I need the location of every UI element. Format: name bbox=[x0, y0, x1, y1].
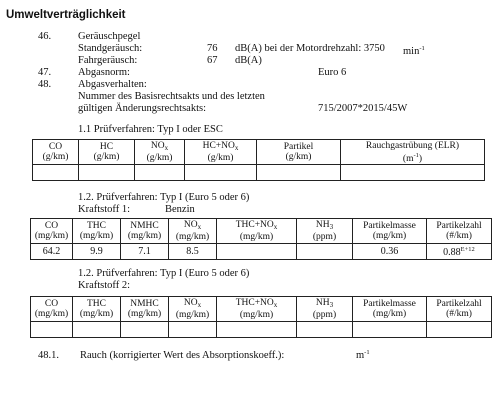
test-1-table bbox=[32, 139, 485, 181]
header-cell: CO (mg/km) bbox=[31, 219, 73, 244]
item-47-number: 47. bbox=[38, 67, 52, 78]
header-cell: Partikelzahl (#/km) bbox=[427, 219, 492, 244]
test-procedure-2-heading: 1.2. Prüfverfahren: Typ I (Euro 5 oder 6) bbox=[78, 192, 250, 203]
table-cell bbox=[217, 322, 297, 338]
table-cell bbox=[297, 322, 353, 338]
exhaust-behaviour-label: Abgasverhalten: bbox=[78, 79, 147, 90]
table-row bbox=[31, 244, 492, 260]
test-procedure-1-heading: 1.1 Prüfverfahren: Typ I oder ESC bbox=[78, 124, 223, 135]
table-header-row bbox=[33, 140, 485, 165]
legal-act-line-2: gültigen Änderungsrechtsakts: bbox=[78, 103, 207, 114]
table-cell bbox=[185, 165, 257, 181]
stand-noise-label: Standgeräusch: bbox=[78, 43, 143, 54]
test-2-table bbox=[30, 218, 492, 260]
nmhc-value-cell: 7.1 bbox=[121, 244, 169, 260]
header-cell: Partikelmasse (mg/km) bbox=[353, 297, 427, 322]
table-cell bbox=[427, 322, 492, 338]
co-value-cell: 64.2 bbox=[31, 244, 73, 260]
table-header-row bbox=[31, 297, 492, 322]
fuel-2-label: Kraftstoff 2: bbox=[78, 280, 131, 291]
header-cell: $THC+NO_x$ (mg/km) bbox=[217, 219, 297, 244]
section-title: Umweltverträglichkeit bbox=[6, 9, 126, 21]
header-cell: $HC+NO_x$ (g/km) bbox=[185, 140, 257, 165]
fuel-1-value: Benzin bbox=[165, 204, 195, 215]
nh3-value-cell bbox=[297, 244, 353, 260]
header-cell: Partikelmasse (mg/km) bbox=[353, 219, 427, 244]
legal-act-line-1: Nummer des Basisrechtsakts und des letzten bbox=[78, 91, 265, 102]
header-cell: CO (mg/km) bbox=[31, 297, 73, 322]
test-procedure-3-heading: 1.2. Prüfverfahren: Typ I (Euro 5 oder 6) bbox=[78, 268, 250, 279]
smoke-label: Rauch (korrigierter Wert des Absorptionskoeff.): bbox=[80, 350, 285, 361]
table-cell bbox=[79, 165, 135, 181]
header-cell: $NO_x$ (mg/km) bbox=[169, 219, 217, 244]
item-48-number: 48. bbox=[38, 79, 52, 90]
item-48-1-number: 48.1. bbox=[38, 350, 59, 361]
legal-act-value: 715/2007*2015/45W bbox=[318, 103, 408, 114]
table-cell bbox=[257, 165, 341, 181]
table-cell bbox=[169, 322, 217, 338]
header-cell: $NH_3$ (ppm) bbox=[297, 297, 353, 322]
header-cell: $NO_x$ (mg/km) bbox=[169, 297, 217, 322]
emission-standard-value: Euro 6 bbox=[318, 67, 347, 78]
header-cell: NMHC (mg/km) bbox=[121, 297, 169, 322]
driving-noise-unit: dB(A) bbox=[235, 55, 262, 66]
thc-value-cell: 9.9 bbox=[73, 244, 121, 260]
header-cell: CO (g/km) bbox=[33, 140, 79, 165]
table-cell bbox=[135, 165, 185, 181]
header-cell: $NO_x$ (g/km) bbox=[135, 140, 185, 165]
header-cell: Partikelzahl (#/km) bbox=[427, 297, 492, 322]
thc-nox-value-cell bbox=[217, 244, 297, 260]
table-cell bbox=[121, 322, 169, 338]
item-46-label: Geräuschpegel bbox=[78, 31, 141, 42]
header-cell: $NH_3$ (ppm) bbox=[297, 219, 353, 244]
table-cell bbox=[353, 322, 427, 338]
table-row bbox=[33, 165, 485, 181]
nox-value-cell: 8.5 bbox=[169, 244, 217, 260]
smoke-unit: $m^{-1}$ bbox=[356, 349, 370, 361]
particle-count-value-cell: $0.88^{E+12}$ bbox=[427, 244, 492, 260]
header-cell: NMHC (mg/km) bbox=[121, 219, 169, 244]
driving-noise-value: 67 bbox=[207, 55, 218, 66]
header-cell: HC (g/km) bbox=[79, 140, 135, 165]
stand-noise-value: 76 bbox=[207, 43, 218, 54]
header-cell: $THC+NO_x$ (mg/km) bbox=[217, 297, 297, 322]
table-cell bbox=[73, 322, 121, 338]
header-cell: Partikel (g/km) bbox=[257, 140, 341, 165]
table-cell bbox=[31, 322, 73, 338]
table-row bbox=[31, 322, 492, 338]
header-cell: THC (mg/km) bbox=[73, 219, 121, 244]
header-cell: THC (mg/km) bbox=[73, 297, 121, 322]
particle-mass-value-cell: 0.36 bbox=[353, 244, 427, 260]
table-cell bbox=[33, 165, 79, 181]
test-3-table bbox=[30, 296, 492, 338]
header-cell: Rauchgastrübung (ELR) $(m^{-1})$ bbox=[341, 140, 485, 165]
fuel-1-label: Kraftstoff 1: bbox=[78, 204, 131, 215]
item-46-number: 46. bbox=[38, 31, 52, 42]
stand-noise-unit: dB(A) bei der Motordrehzahl: 3750 bbox=[235, 43, 385, 54]
rpm-unit: $\min^{-1}$ bbox=[403, 45, 425, 57]
table-header-row bbox=[31, 219, 492, 244]
emission-standard-label: Abgasnorm: bbox=[78, 67, 130, 78]
driving-noise-label: Fahrgeräusch: bbox=[78, 55, 138, 66]
table-cell bbox=[341, 165, 485, 181]
